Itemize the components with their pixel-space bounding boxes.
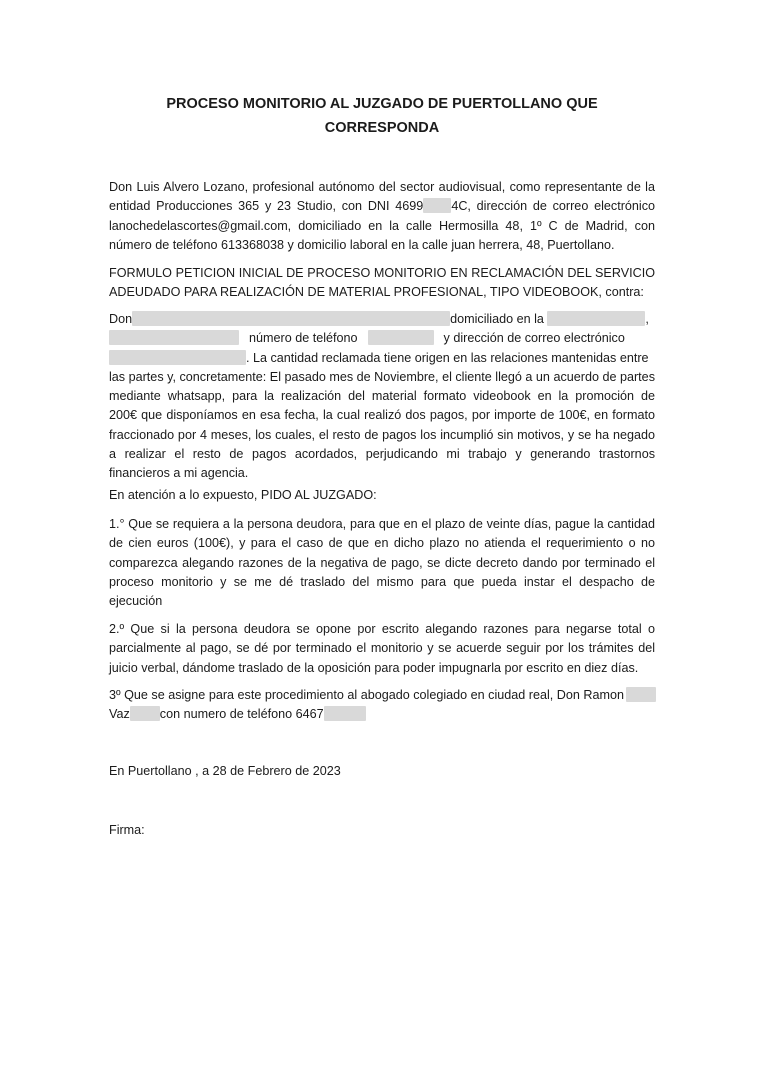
debtor-paragraph xyxy=(109,310,655,484)
title-line-1: PROCESO MONITORIO AL JUZGADO DE PUERTOLLANO QUE xyxy=(166,96,598,112)
redacted-lawyer-surname-2 xyxy=(130,706,160,721)
petition-paragraph xyxy=(109,264,655,303)
point-2-line-2: parcialmente al pago, se dé por terminado el monitorio y se acuerde seguir por los trámites del xyxy=(109,641,655,656)
request-intro: En atención a lo expuesto, PIDO AL JUZGADO: xyxy=(109,488,377,502)
point-2-line-3: juicio verbal, dándome traslado de la oposición para poder impugnarla por escrito en diez días. xyxy=(109,660,639,675)
debtor-line-8: a realizar el resto de pagos acordados, perjudicando mi trabajo y generando trastornos xyxy=(109,447,655,462)
redacted-debtor-address-cont xyxy=(109,330,239,345)
petition-line-2: ADEUDADO PARA REALIZACIÓN DE MATERIAL PROFESIONAL, TIPO VIDEOBOOK, contra: xyxy=(109,285,644,300)
redacted-debtor-address xyxy=(547,311,645,326)
point-3-line-2: Vaz con numero de teléfono 6467 xyxy=(109,705,655,724)
intro-paragraph xyxy=(109,178,655,255)
document-title xyxy=(108,92,656,140)
debtor-line-4: las partes y, concretamente: El pasado mes de Noviembre, el cliente llegó a un acuerdo de partes xyxy=(109,369,655,384)
place-date: En Puertollano , a 28 de Febrero de 2023 xyxy=(109,764,341,778)
redacted-lawyer-phone xyxy=(324,706,366,721)
redacted-debtor-name xyxy=(132,311,450,326)
debtor-line-1: Don domiciliado en la , xyxy=(109,312,649,326)
point-1-line-4: proceso monitorio y se me dé traslado del mismo para que pueda instar el despacho de xyxy=(109,574,655,589)
point-1-line-5: ejecución xyxy=(109,594,163,609)
debtor-line-7: fraccionado por 4 meses, los cuales, el resto de pagos los incumplió sin motivos, y se ha negado xyxy=(109,427,655,442)
debtor-line-6: 200€ que disponíamos en esa fecha, la cual realizó dos pagos, por importe de 100€, en formato xyxy=(109,408,655,423)
debtor-line-5: mediante whatsapp, para la realización del material formato videobook en la promoción de xyxy=(109,389,655,404)
point-1-line-1: 1.° Que se requiera a la persona deudora, para que en el plazo de veinte días, pague la cantidad xyxy=(109,517,655,531)
point-3-line-1: 3º Que se asigne para este procedimiento al abogado colegiado en ciudad real, Don Ramon xyxy=(109,686,655,705)
intro-line-2: entidad Producciones 365 y 23 Studio, con DNI 4699 4C, dirección de correo electrónico xyxy=(109,199,655,214)
intro-line-4: número de teléfono 613368038 y domicilio laboral en la calle juan herrera, 48, Puertollano. xyxy=(109,237,615,252)
title-line-2: CORRESPONDA xyxy=(324,120,440,136)
intro-line-1: Don Luis Alvero Lozano, profesional autónomo del sector audiovisual, como representante de la xyxy=(109,180,655,194)
petition-line-1: FORMULO PETICION INICIAL DE PROCESO MONITORIO EN RECLAMACIÓN DEL SERVICIO xyxy=(109,266,655,280)
debtor-line-2: número de teléfono y dirección de correo electrónico xyxy=(109,329,655,348)
redacted-debtor-phone xyxy=(368,330,434,345)
debtor-line-3: . La cantidad reclamada tiene origen en las relaciones mantenidas entre xyxy=(109,349,655,368)
debtor-line-9: financieros a mi agencia. xyxy=(109,466,249,481)
signature-label: Firma: xyxy=(109,823,145,837)
point-2-line-1: 2.º Que si la persona deudora se opone por escrito alegando razones para negarse total o xyxy=(109,622,655,636)
point-1-line-3: comparezca alegando razones de la negativa de pago, se dicte decreto dando por terminado el xyxy=(109,555,655,570)
point-3-paragraph xyxy=(109,686,655,725)
point-1-line-2: de cien euros (100€), y para el caso de que en dicho plazo no atienda el requerimiento o no xyxy=(109,536,655,551)
point-1-paragraph xyxy=(109,515,655,611)
redacted-dni xyxy=(423,198,451,213)
redacted-debtor-email xyxy=(109,350,246,365)
intro-line-3: lanochedelascortes@gmail.com, domiciliado en la calle Hermosilla 48, 1º C de Madrid, con xyxy=(109,218,655,233)
redacted-lawyer-surname xyxy=(626,687,656,702)
point-2-paragraph xyxy=(109,620,655,678)
